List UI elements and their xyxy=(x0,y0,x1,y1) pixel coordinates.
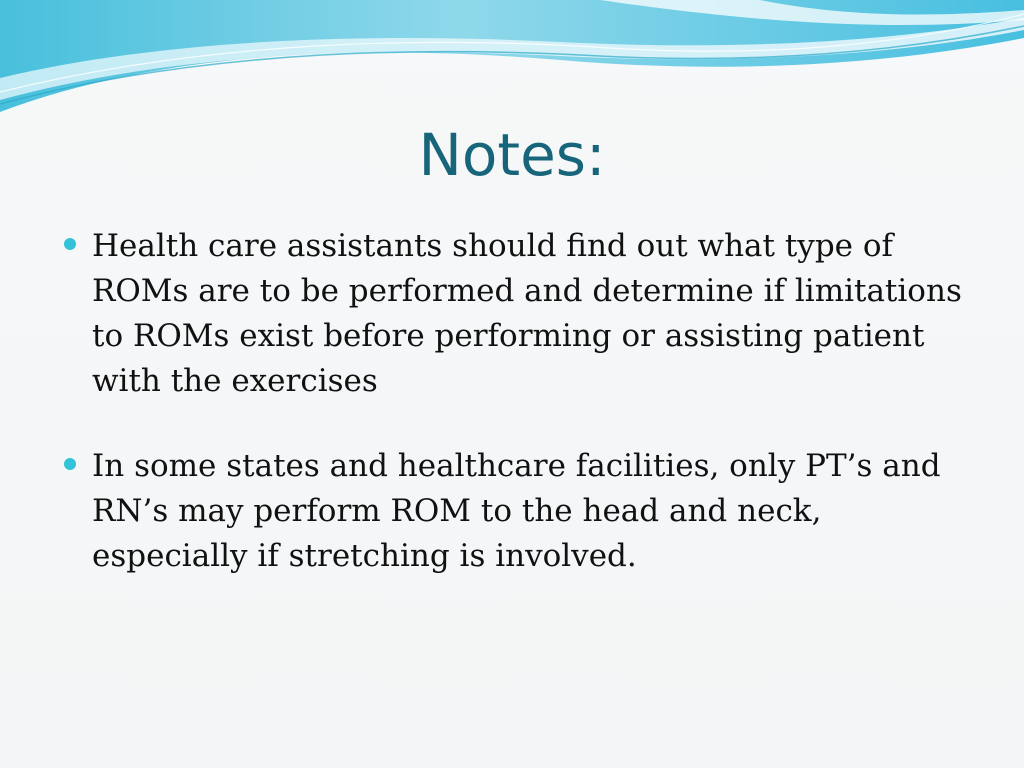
bullet-list xyxy=(62,224,962,619)
bullet-item xyxy=(62,224,962,404)
bullet-text: In some states and healthcare facilities, only PT’s and RN’s may perform ROM to the head and neck, especially if stretching is involved. xyxy=(92,448,941,574)
slide-title: Notes: xyxy=(418,121,606,189)
bullet-dot-icon xyxy=(64,458,76,470)
header-wave-decoration xyxy=(0,0,1024,130)
bullet-item xyxy=(62,444,962,579)
bullet-text: Health care assistants should find out what type of ROMs are to be performed and determine if limitations to ROMs exist before performing or assisting patient with the exercises xyxy=(92,228,962,399)
bullet-dot-icon xyxy=(64,238,76,250)
